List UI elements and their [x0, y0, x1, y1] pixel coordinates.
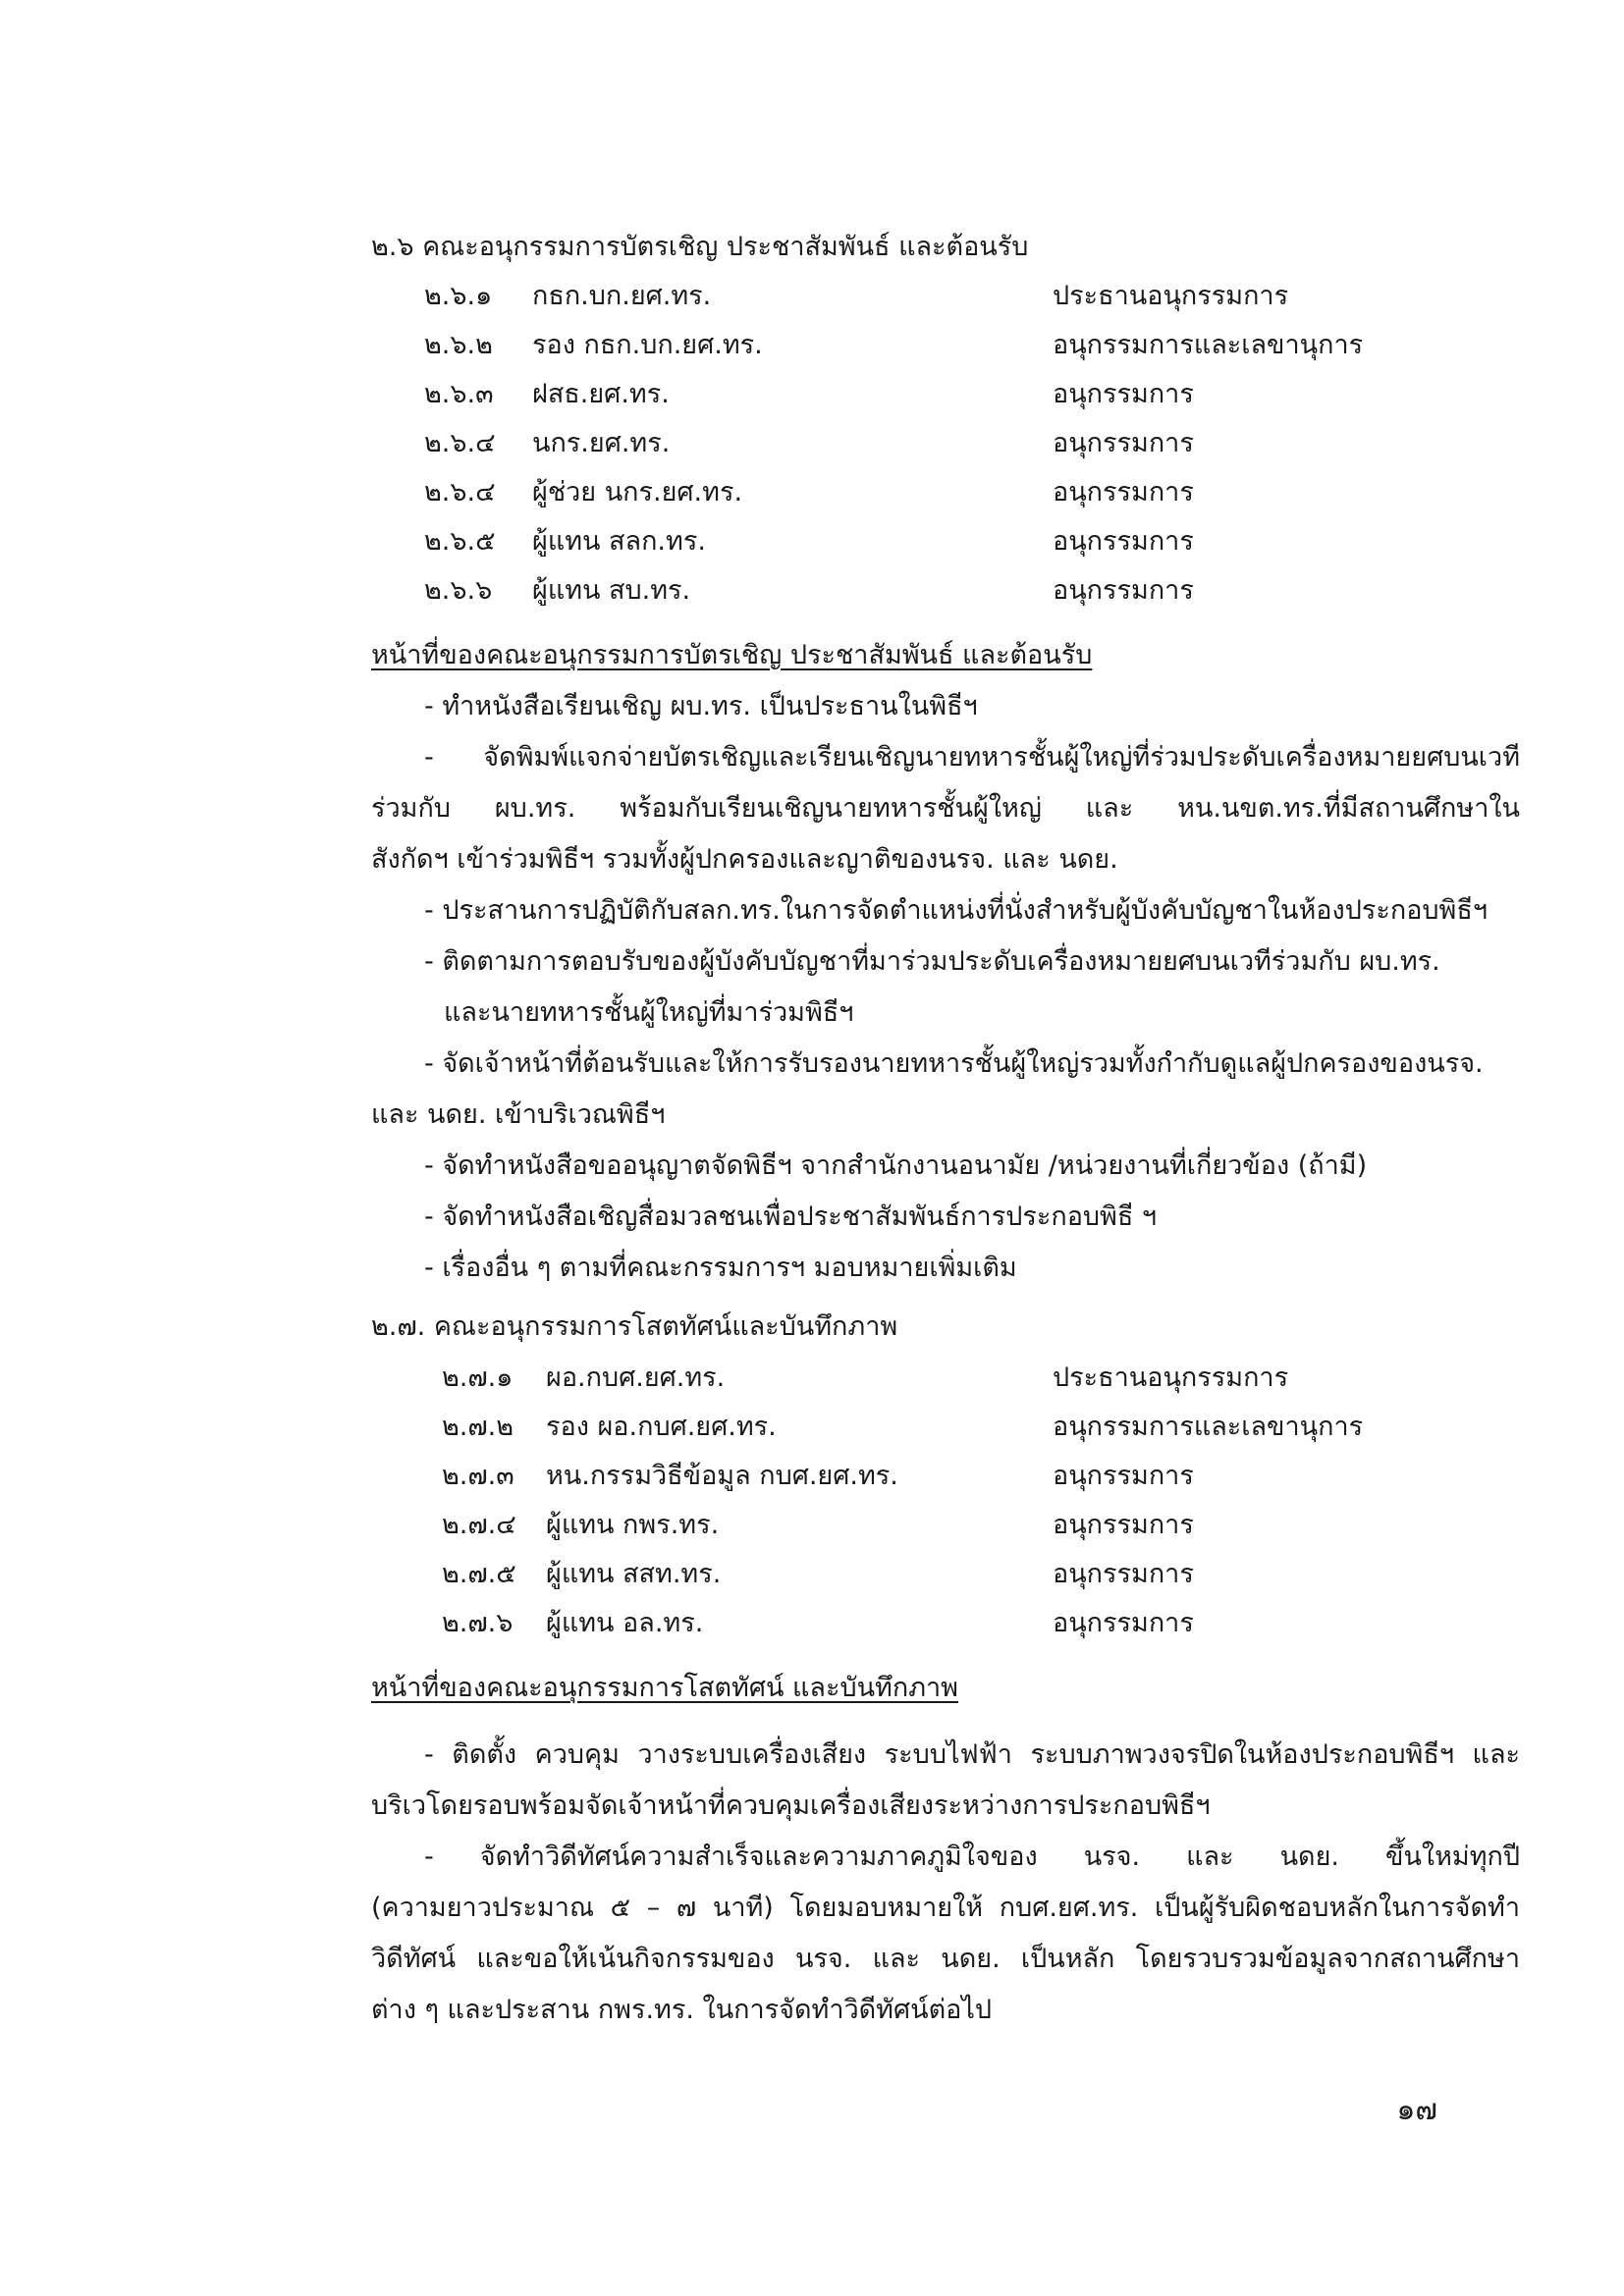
member-name: หน.กรรมวิธีข้อมูล กบศ.ยศ.ทร.	[546, 1461, 898, 1491]
member-name: กธก.บก.ยศ.ทร.	[532, 281, 712, 311]
member-role: อนุกรรมการ	[1053, 477, 1194, 507]
duty-line: - จัดทำวิดีทัศน์ความสำเร็จและความภาคภูมิใจของ นรจ. และ นดย. ขึ้นใหม่ทุกปี	[424, 1842, 1520, 1872]
member-number: ๒.๖.๑	[424, 281, 493, 311]
duty-line: - จัดเจ้าหน้าที่ต้อนรับและให้การรับรองนายทหารชั้นผู้ใหญ่รวมทั้งกำกับดูแลผู้ปกครองของนรจ.	[424, 1048, 1484, 1079]
member-number: ๒.๖.๓	[424, 379, 494, 409]
member-role: อนุกรรมการ	[1053, 428, 1194, 458]
member-name: ผู้ช่วย นกร.ยศ.ทร.	[532, 477, 743, 507]
duty-line: ต่าง ๆ และประสาน กพร.ทร. ในการจัดทำวิดีทัศน์ต่อไป	[371, 1995, 993, 2025]
member-number: ๒.๗.๖	[442, 1608, 514, 1638]
duties-title-2-7: หน้าที่ของคณะอนุกรรมการโสตทัศน์ และบันทึกภาพ	[371, 1673, 958, 1703]
member-role: อนุกรรมการ	[1053, 1510, 1194, 1540]
duties-title-2-6: หน้าที่ของคณะอนุกรรมการบัตรเชิญ ประชาสัมพันธ์ และต้อนรับ	[371, 640, 1093, 670]
member-name: ผู้แทน สสท.ทร.	[546, 1559, 722, 1589]
duty-line: บริเวโดยรอบพร้อมจัดเจ้าหน้าที่ควบคุมเครื่องเสียงระหว่างการประกอบพิธีฯ	[371, 1790, 1211, 1821]
member-role: อนุกรรมการ	[1053, 1461, 1194, 1491]
member-role: อนุกรรมการ	[1053, 526, 1194, 557]
member-number: ๒.๖.๔	[424, 477, 496, 507]
duty-line: - ประสานการปฏิบัติกับสลก.ทร.ในการจัดตำแหน่งที่นั่งสำหรับผู้บังคับบัญชาในห้องประกอบพิธีฯ	[424, 895, 1488, 926]
duty-line: - ทำหนังสือเรียนเชิญ ผบ.ทร. เป็นประธานในพิธีฯ	[424, 691, 978, 721]
member-name: รอง กธก.บก.ยศ.ทร.	[532, 330, 763, 360]
duty-line: วิดีทัศน์ และขอให้เน้นกิจกรรมของ นรจ. และ นดย. เป็นหลัก โดยรวบรวมข้อมูลจากสถานศึกษา	[371, 1944, 1520, 1974]
member-name: รอง ผอ.กบศ.ยศ.ทร.	[546, 1412, 777, 1442]
member-role: ประธานอนุกรรมการ	[1053, 1362, 1289, 1393]
member-number: ๒.๗.๒	[442, 1412, 514, 1442]
member-role: อนุกรรมการและเลขานุการ	[1053, 330, 1364, 360]
section-heading-2-6: ๒.๖ คณะอนุกรรมการบัตรเชิญ ประชาสัมพันธ์ และต้อนรับ	[371, 232, 1029, 262]
member-role: อนุกรรมการ	[1053, 575, 1194, 606]
duty-line: - ติดตามการตอบรับของผู้บังคับบัญชาที่มาร่วมประดับเครื่องหมายยศบนเวทีร่วมกับ ผบ.ทร.	[424, 946, 1440, 977]
duty-line: - เรื่องอื่น ๆ ตามที่คณะกรรมการฯ มอบหมายเพิ่มเติม	[424, 1253, 1017, 1283]
member-name: ผู้แทน สลก.ทร.	[532, 526, 706, 557]
member-role: อนุกรรมการ	[1053, 379, 1194, 409]
member-name: ผู้แทน อล.ทร.	[546, 1608, 704, 1638]
member-number: ๒.๗.๕	[442, 1559, 516, 1589]
member-name: นกร.ยศ.ทร.	[532, 428, 671, 458]
member-number: ๒.๖.๖	[424, 575, 493, 606]
page-number: ๑๗	[1396, 2093, 1437, 2127]
member-name: ผู้แทน สบ.ทร.	[532, 575, 691, 606]
duty-line: และนายทหารชั้นผู้ใหญ่ที่มาร่วมพิธีฯ	[444, 997, 854, 1028]
member-number: ๒.๗.๑	[442, 1362, 514, 1393]
member-number: ๒.๖.๕	[424, 526, 496, 557]
member-role: อนุกรรมการ	[1053, 1559, 1194, 1589]
duty-line: - ติดตั้ง ควบคุม วางระบบเครื่องเสียง ระบบไฟฟ้า ระบบภาพวงจรปิดในห้องประกอบพิธีฯ และ	[424, 1739, 1520, 1770]
member-number: ๒.๖.๒	[424, 330, 493, 360]
member-number: ๒.๗.๔	[442, 1510, 516, 1540]
duty-line: - จัดทำหนังสือเชิญสื่อมวลชนเพื่อประชาสัมพันธ์การประกอบพิธี ฯ	[424, 1201, 1158, 1232]
member-number: ๒.๗.๓	[442, 1461, 514, 1491]
member-number: ๒.๖.๔	[424, 428, 496, 458]
duty-line: (ความยาวประมาณ ๕ – ๗ นาที) โดยมอบหมายให้ กบศ.ยศ.ทร. เป็นผู้รับผิดชอบหลักในการจัดทำ	[371, 1893, 1520, 1923]
duty-line: ร่วมกับ ผบ.ทร. พร้อมกับเรียนเชิญนายทหารชั้นผู้ใหญ่ และ หน.นขต.ทร.ที่มีสถานศึกษาใน	[371, 793, 1520, 824]
duty-line: - จัดพิมพ์แจกจ่ายบัตรเชิญและเรียนเชิญนายทหารชั้นผู้ใหญ่ที่ร่วมประดับเครื่องหมายยศบนเวที	[424, 742, 1520, 773]
member-role: อนุกรรมการและเลขานุการ	[1053, 1412, 1364, 1442]
member-name: ผู้แทน กพร.ทร.	[546, 1510, 720, 1540]
member-name: ฝสธ.ยศ.ทร.	[532, 379, 670, 409]
member-role: ประธานอนุกรรมการ	[1053, 281, 1289, 311]
duty-line: สังกัดฯ เข้าร่วมพิธีฯ รวมทั้งผู้ปกครองและญาติของนรจ. และ นดย.	[371, 844, 1118, 875]
duty-line: - จัดทำหนังสือขออนุญาตจัดพิธีฯ จากสำนักงานอนามัย /หน่วยงานที่เกี่ยวข้อง (ถ้ามี)	[424, 1150, 1368, 1181]
section-heading-2-7: ๒.๗. คณะอนุกรรมการโสตทัศน์และบันทึกภาพ	[371, 1311, 898, 1342]
member-name: ผอ.กบศ.ยศ.ทร.	[546, 1362, 726, 1393]
member-role: อนุกรรมการ	[1053, 1608, 1194, 1638]
duty-line: และ นดย. เข้าบริเวณพิธีฯ	[371, 1099, 666, 1130]
